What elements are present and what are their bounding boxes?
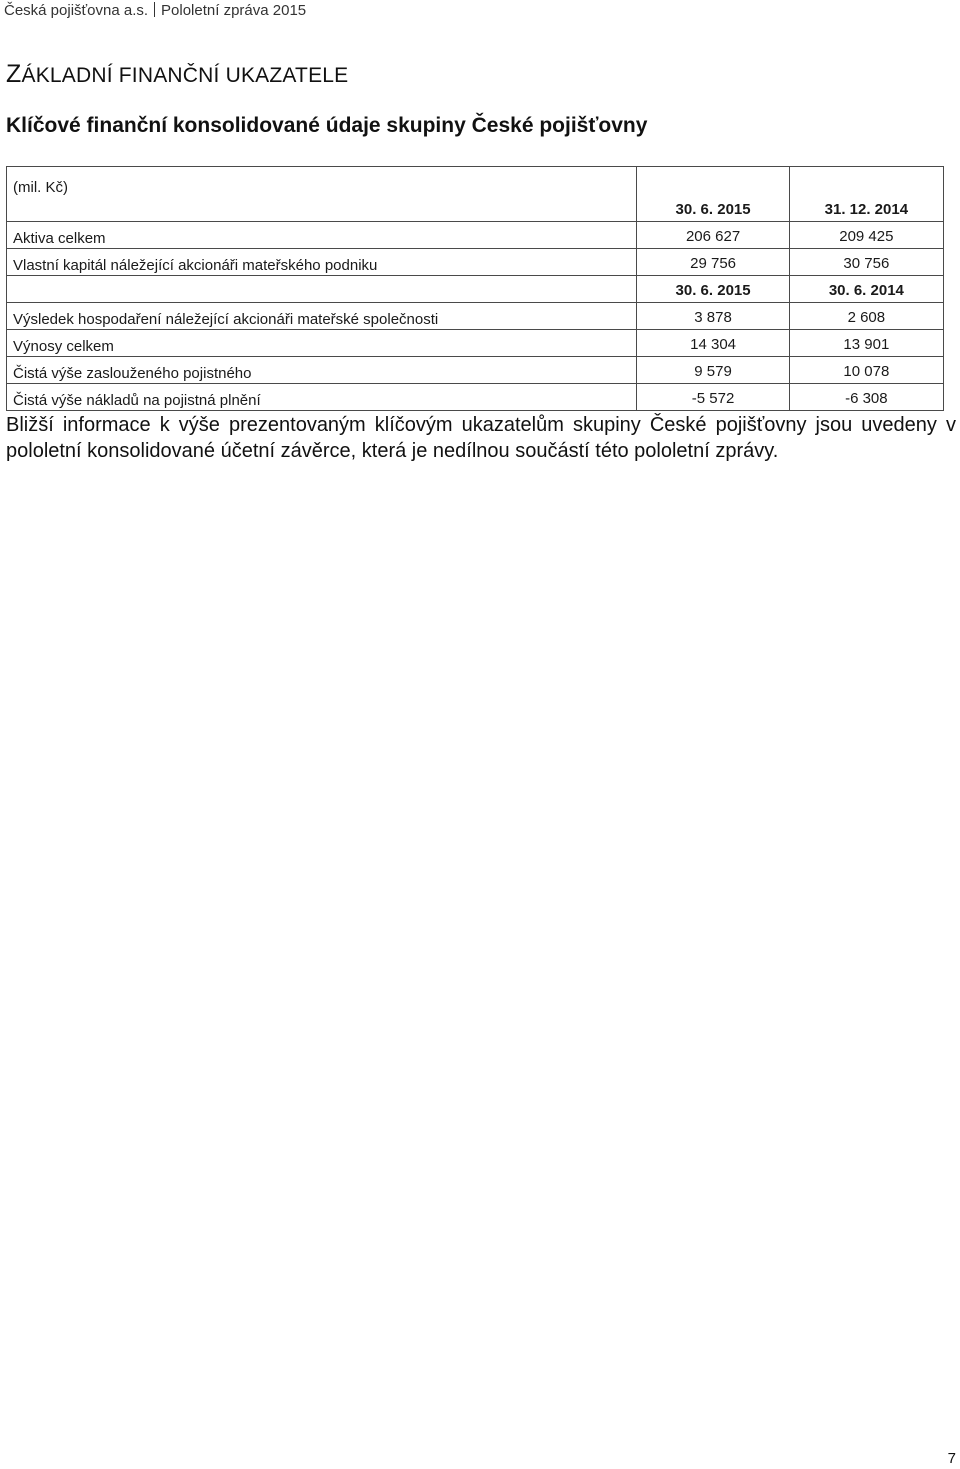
row-value-1: 29 756 xyxy=(637,249,789,276)
table-subtitle: Klíčové finanční konsolidované údaje skupiny České pojišťovny xyxy=(6,114,648,137)
balance-header-row xyxy=(7,167,944,222)
row-label: Výnosy celkem xyxy=(7,330,637,357)
header-separator xyxy=(154,2,155,17)
unit-label: (mil. Kč) xyxy=(7,167,637,222)
row-value-1: -5 572 xyxy=(637,384,789,411)
table-row xyxy=(7,384,944,411)
row-value-1: 206 627 xyxy=(637,222,789,249)
income-col-1-header: 30. 6. 2015 xyxy=(637,276,789,303)
section-title-rest: ÁKLADNÍ FINANČNÍ UKAZATELE xyxy=(21,64,349,87)
row-value-2: 13 901 xyxy=(789,330,943,357)
row-value-1: 14 304 xyxy=(637,330,789,357)
row-label: Vlastní kapitál náležející akcionáři mateřského podniku xyxy=(7,249,637,276)
row-value-2: -6 308 xyxy=(789,384,943,411)
financial-indicators-table xyxy=(6,166,944,411)
row-value-2: 10 078 xyxy=(789,357,943,384)
income-header-row xyxy=(7,276,944,303)
balance-col-2-header: 31. 12. 2014 xyxy=(789,167,943,222)
page-number: 7 xyxy=(947,1450,956,1467)
row-label: Aktiva celkem xyxy=(7,222,637,249)
row-value-1: 9 579 xyxy=(637,357,789,384)
row-value-2: 30 756 xyxy=(789,249,943,276)
row-label: Výsledek hospodaření náležející akcionáři mateřské společnosti xyxy=(7,303,637,330)
income-col-2-header: 30. 6. 2014 xyxy=(789,276,943,303)
section-title-initial: Z xyxy=(6,60,22,88)
table-row xyxy=(7,249,944,276)
explanatory-note: Bližší informace k výše prezentovaným klíčovým ukazatelům skupiny České pojišťovny jsou uvedeny v pololetní konsolidované účetní závěrce, která je nedílnou součástí této pololetní zprávy. xyxy=(6,414,956,462)
running-header xyxy=(4,2,306,19)
table-row xyxy=(7,357,944,384)
table-row xyxy=(7,222,944,249)
table-row xyxy=(7,303,944,330)
row-value-1: 3 878 xyxy=(637,303,789,330)
row-value-2: 2 608 xyxy=(789,303,943,330)
row-label: Čistá výše zaslouženého pojistného xyxy=(7,357,637,384)
empty-label-cell xyxy=(7,276,637,303)
balance-col-1-header: 30. 6. 2015 xyxy=(637,167,789,222)
company-name: Česká pojišťovna a.s. xyxy=(4,2,149,19)
report-name: Pololetní zpráva 2015 xyxy=(161,2,307,19)
section-title xyxy=(6,60,348,89)
row-value-2: 209 425 xyxy=(789,222,943,249)
table-row xyxy=(7,330,944,357)
row-label: Čistá výše nákladů na pojistná plnění xyxy=(7,384,637,411)
